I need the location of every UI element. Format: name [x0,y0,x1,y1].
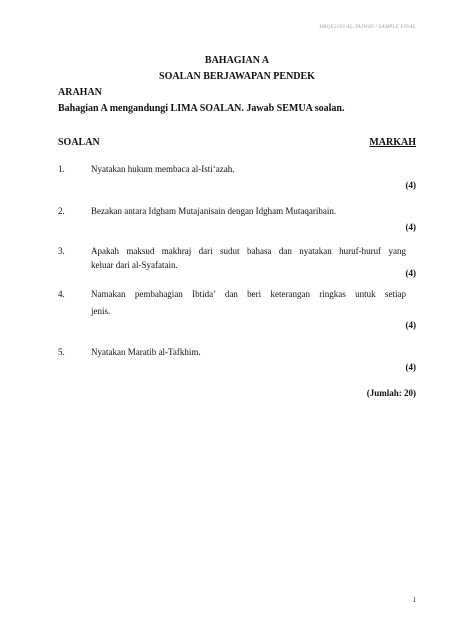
question-4-number: 4. [58,289,65,299]
question-5-number: 5. [58,347,65,357]
question-5-marks: (4) [405,362,416,372]
question-column-heading: SOALAN [58,137,100,148]
question-1-text: Nyatakan hukum membaca al-Isti‘azah. [91,164,235,174]
section-subtitle: SOALAN BERJAWAPAN PENDEK [159,71,315,82]
question-2-marks: (4) [405,222,416,232]
question-4-marks: (4) [405,320,416,330]
question-3-text-line1: Apakah maksud makhraj dari sudut bahasa dan nyatakan huruf-huruf yang [91,246,406,256]
question-4-text-line1: Namakan pembahagian Ibtida’ dan beri keterangan ringkas untuk setiap [91,289,406,299]
instructions-heading: ARAHAN [58,87,102,98]
section-title: BAHAGIAN A [204,55,270,66]
question-3-number: 3. [58,246,65,256]
question-1-marks: (4) [405,180,416,190]
question-1-number: 1. [58,164,65,174]
question-5-text: Nyatakan Maratib al-Tafkhim. [91,347,201,357]
marks-column-heading: MARKAH [369,137,416,148]
question-3-marks: (4) [405,268,416,278]
question-3-text-line2: keluar dari al-Syafatain. [91,260,178,270]
total-marks: (Jumlah: 20) [366,388,416,398]
page-number: 1 [412,596,416,604]
question-2-number: 2. [58,206,65,216]
question-2-text: Bezakan antara Idgham Mutajanisain dengan Idgham Mutaqaribain. [91,206,337,216]
question-4-text-line2: jenis. [91,306,111,316]
instructions-text: Bahagian A mengandungi LIMA SOALAN. Jawab SEMUA soalan. [58,103,345,114]
running-header: HBQE2103 AL-TAJWID / SAMPLE FINAL [319,25,416,30]
